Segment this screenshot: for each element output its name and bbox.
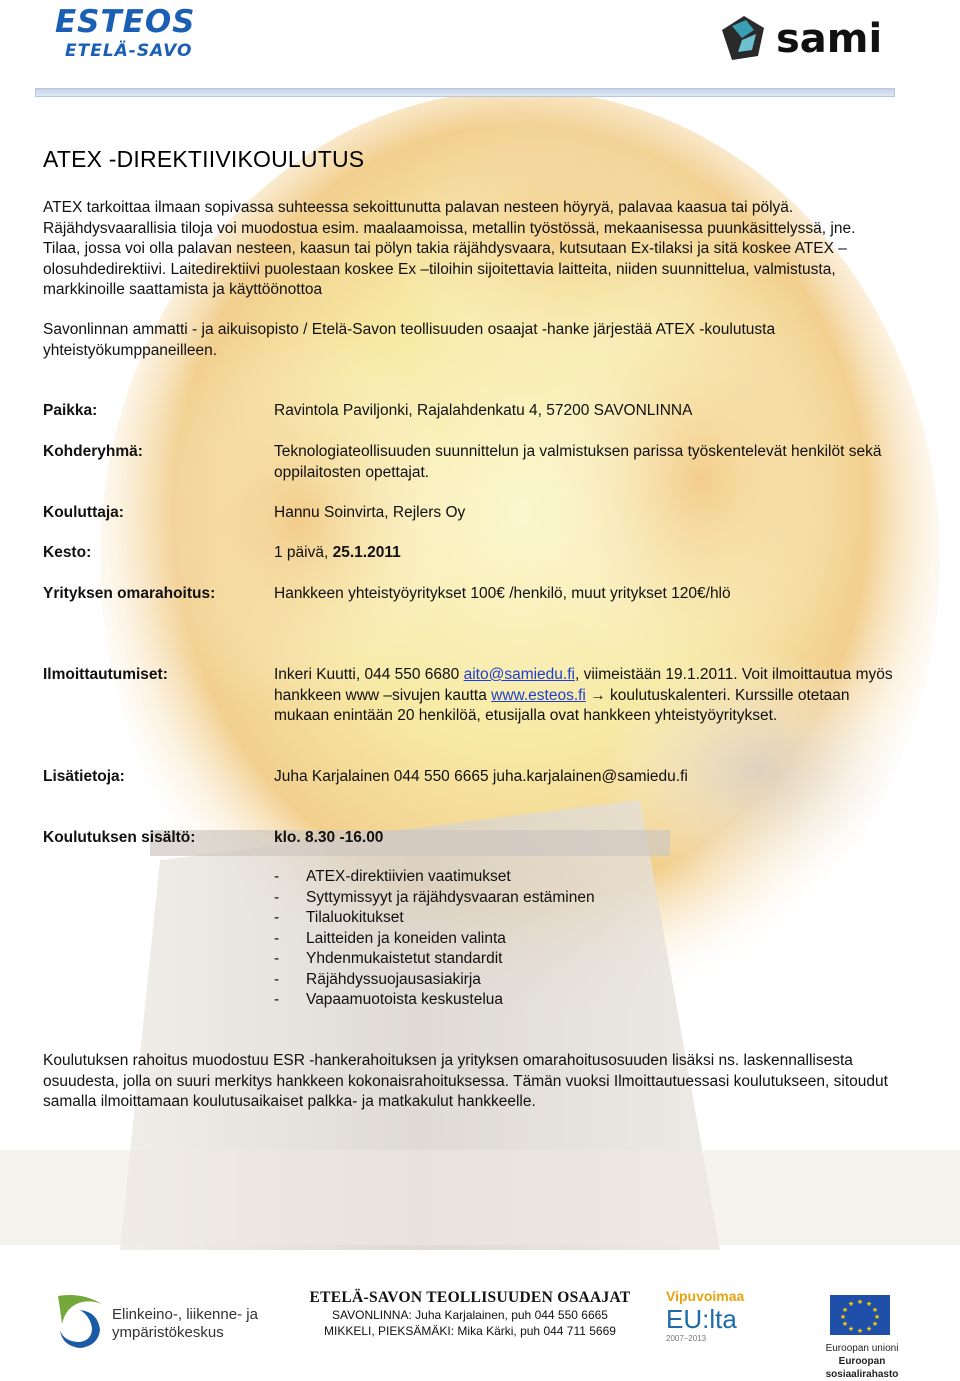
target-group-label: Kohderyhmä: [43,443,143,460]
list-dash: - [274,950,280,967]
topic-text: Tilaluokitukset [306,909,404,926]
topic-list [274,867,595,1011]
topic-text: Yhdenmukaistetut standardit [306,950,503,967]
svg-text:★: ★ [871,1320,879,1328]
contact-savonlinna: SAVONLINNA: Juha Karjalainen, puh 044 550 6665 [332,1308,608,1322]
duration-value [274,543,894,564]
svg-text:★: ★ [841,1306,849,1314]
topic-text: Vapaamuotoista keskustelua [306,991,504,1008]
svg-text:★: ★ [871,1306,879,1314]
list-dash: - [274,991,280,1008]
list-dash: - [274,888,280,906]
registration-text-start: Inkeri Kuutti, 044 550 6680 [274,666,464,683]
website-link[interactable]: www.esteos.fi [491,686,586,704]
list-item [274,888,595,909]
svg-text:★: ★ [873,1313,881,1321]
intro-paragraph-1: ATEX tarkoittaa ilmaan sopivassa suhteessa sekoittunutta palavan nesteen höyryä, palavaa kaasua tai pölyä. Räjähdysvaarallisia tiloja voi muodostua esim. maalaamoissa, metallin työstössä, mekaanisessa puunkäsittelyssä, jne. Tilaa, jossa voi olla palavan nesteen, kaasun tai pölyn takia räjähdysvaara, kutsutaan Ex-tilaksi ja sitä koskee ATEX – olosuhdedirektiivi. Laitedirektiivi puolestaan koskee Ex –tiloihin sijoitettavia laitteita, niiden suunnittelua, valmistusta, markkinoille saattamista ja käyttöönottoa [43,199,856,298]
topic-text: Räjähdyssuojausasiakirja [306,970,481,988]
content-time: klo. 8.30 -16.00 [274,829,384,846]
duration-date: 25.1.2011 [332,544,401,561]
list-dash: - [274,970,280,988]
svg-text:★: ★ [865,1325,873,1333]
ely-name-line2: ympäristökeskus [112,1324,224,1341]
topic-text: ATEX-direktiivien vaatimukset [306,868,511,885]
svg-text:★: ★ [865,1300,873,1308]
place-value: Ravintola Paviljonki, Rajalahdenkatu 4, 57200 SAVONLINNA [274,402,693,419]
list-item [274,990,595,1011]
trainer-value: Hannu Soinvirta, Rejlers Oy [274,504,466,521]
list-dash: - [274,929,280,947]
svg-text:★: ★ [847,1325,855,1333]
project-footer [300,1288,640,1339]
esteos-logo-subtitle: ETELÄ-SAVO [65,41,193,61]
target-group-value: Teknologiateollisuuden suunnittelun ja valmistuksen parissa työskentelevät henkilöt sekä oppilaitosten opettajat. [274,443,882,481]
vipu-eu-text: EU:lta [666,1304,737,1334]
sami-cube-icon [718,10,918,64]
vipuvoimaa-eu-logo [666,1288,796,1366]
funding-label: Yrityksen omarahoitus: [43,585,216,602]
registration-email-link[interactable]: aito@samiedu.fi [463,666,575,683]
contact-mikkeli: MIKKELI, PIEKSÄMÄKI: Mika Kärki, puh 044 711 5669 [324,1324,616,1338]
esteos-logo [55,4,195,72]
svg-text:★: ★ [841,1320,849,1328]
esteos-logo-word: ESTEOS [55,4,196,40]
funding-value: Hankkeen yhteistyöyritykset 100€ /henkilö, muut yritykset 120€/hlö [274,585,731,602]
registration-label: Ilmoittautumiset: [43,666,168,683]
registration-value [274,665,894,727]
project-title: ETELÄ-SAVON TEOLLISUUDEN OSAAJAT [309,1289,631,1306]
eu-social-fund-logo [802,1293,922,1380]
ely-centre-logo [52,1290,272,1352]
closing-paragraph: Koulutuksen rahoitus muodostuu ESR -hankerahoituksen ja yrityksen omarahoitusosuuden lisäksi ns. laskennallisesta osuudesta, jolla on suuri merkitys hankkeen kokonaisrahoituksessa. Tämän vuoksi Ilmoittautuessasi koulutukseen, sitoudut samalla ilmoittamaan koulutusaikaiset palkka- ja matkakulut hankkeelle. [43,1052,888,1110]
ely-name-line1: Elinkeino-, liikenne- ja [112,1306,258,1323]
esf-text: Euroopan sosiaalirahasto [825,1356,899,1380]
list-item [274,949,595,970]
svg-text:★: ★ [847,1300,855,1308]
sami-logo-word: sami [776,16,883,62]
vipu-years: 2007–2013 [666,1334,707,1343]
topic-text: Laitteiden ja koneiden valinta [306,929,506,947]
svg-text:★: ★ [839,1313,847,1321]
ely-emblem-icon [52,1290,108,1352]
list-item [274,970,595,991]
topic-text: Syttymissyyt ja räjähdysvaaran estäminen [306,888,595,906]
list-dash: - [274,909,280,926]
vipu-title: Vipuvoimaa [666,1288,745,1304]
page-title: ATEX -DIREKTIIVIKOULUTUS [43,146,365,172]
registration-text-end: koulutuskalenteri. Kurssille otetaan mukaan enintään 20 henkilöä, etusijalla ovat hankkeen yhteistyöyritykset. [274,686,850,724]
more-info-value: Juha Karjalainen 044 550 6665 juha.karjalainen@samiedu.fi [274,768,688,785]
duration-label: Kesto: [43,544,92,561]
eu-union-text: Euroopan unioni [825,1343,899,1354]
sami-logo [718,10,918,64]
svg-text:★: ★ [856,1298,864,1306]
list-dash: - [274,868,280,885]
intro-paragraph-2: Savonlinnan ammatti - ja aikuisopisto / Etelä-Savon teollisuuden osaajat -hanke järjestää ATEX -koulutusta yhteistyökumppaneilleen. [43,321,776,359]
content-label: Koulutuksen sisältö: [43,829,196,846]
duration-days: 1 päivä, [274,544,333,561]
eu-flag-icon [802,1293,922,1337]
svg-text:★: ★ [856,1327,864,1335]
arrow-right-icon: → [590,686,606,704]
list-item [274,929,595,950]
more-info-label: Lisätietoja: [43,768,125,785]
header-divider [35,88,895,97]
place-label: Paikka: [43,402,98,419]
trainer-label: Kouluttaja: [43,504,124,521]
registration-text-mid: , viimeistään 19.1.2011. Voit ilmoittautua myös hankkeen www –sivujen kautta [274,666,893,704]
list-item [274,908,595,929]
list-item [274,867,595,888]
